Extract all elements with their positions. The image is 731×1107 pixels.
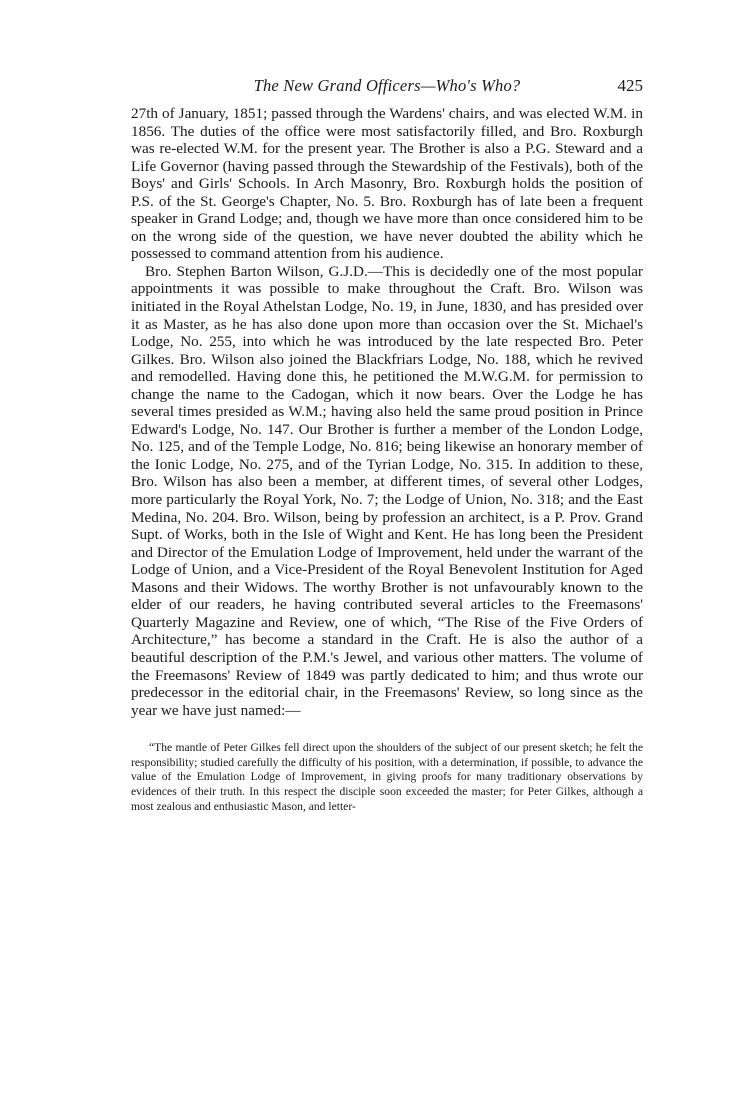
- running-title: The New Grand Officers—Who's Who?: [253, 76, 521, 95]
- page-number: 425: [617, 76, 643, 95]
- body-text: [131, 105, 643, 719]
- quoted-extract-text: “The mantle of Peter Gilkes fell direct upon the shoulders of the subject of our present sketch; he felt the responsibility; studied carefully the difficulty of his position, with a determination, if possible, to advance the value of the Emulation Lodge of Improvement, in giving proofs for many traditionary observations by evidences of their truth. In this respect the disciple soon exceeded the master; for Peter Gilkes, although a most zealous and enthusiastic Mason, and letter-: [131, 741, 643, 813]
- running-head: [131, 74, 643, 100]
- page: [131, 74, 643, 814]
- paragraph-wilson: Bro. Stephen Barton Wilson, G.J.D.—This is decidedly one of the most popular appointments it was possible to make throughout the Craft. Bro. Wilson was initiated in the Royal Athelstan Lodge, No. 19, in June, 1830, and has presided over it as Master, as he has also done upon more than occasion over the St. Michael's Lodge, No. 255, into which he was introduced by the late respected Bro. Peter Gilkes. Bro. Wilson also joined the Blackfriars Lodge, No. 188, which he revived and remodelled. Having done this, he petitioned the M.W.G.M. for permission to change the name to the Cadogan, which it now bears. Over the Lodge he has several times presided as W.M.; having also held the same proud position in Prince Edward's Lodge, No. 147. Our Brother is further a member of the London Lodge, No. 125, and of the Temple Lodge, No. 816; being likewise an honorary member of the Ionic Lodge, No. 275, and of the Tyrian Lodge, No. 315. In addition to these, Bro. Wilson has also been a member, at different times, of several other Lodges, more particularly the Royal York, No. 7; the Lodge of Union, No. 318; and the East Medina, No. 204. Bro. Wilson, being by profession an architect, is a P. Prov. Grand Supt. of Works, both in the Isle of Wight and Kent. He has long been the President and Director of the Emulation Lodge of Improvement, held under the warrant of the Lodge of Union, and a Vice-President of the Royal Benevolent Institution for Aged Masons and their Widows. The worthy Brother is not unfavourably known to the elder of our readers, he having contributed several articles to the Freemasons' Quarterly Magazine and Review, one of which, “The Rise of the Five Orders of Architecture,” has become a standard in the Craft. He is also the author of a beautiful description of the P.M.'s Jewel, and various other matters. The volume of the Freemasons' Review of 1849 was partly dedicated to him; and thus wrote our predecessor in the editorial chair, in the Freemasons' Review, so long since as the year we have just named:—: [131, 262, 643, 719]
- quoted-extract: [131, 741, 643, 814]
- paragraph-roxburgh-continued: 27th of January, 1851; passed through the Wardens' chairs, and was elected W.M. in 1856. The duties of the office were most satisfactorily filled, and Bro. Roxburgh was re-elected W.M. for the present year. The Brother is also a P.G. Steward and a Life Governor (having passed through the Stewardship of the Festivals), both of the Boys' and Girls' Schools. In Arch Masonry, Bro. Roxburgh holds the position of P.S. of the St. George's Chapter, No. 5. Bro. Roxburgh has of late been a frequent speaker in Grand Lodge; and, though we have more than once considered him to be on the wrong side of the question, we have never doubted the ability which he possessed to command attention from his audience.: [131, 105, 643, 263]
